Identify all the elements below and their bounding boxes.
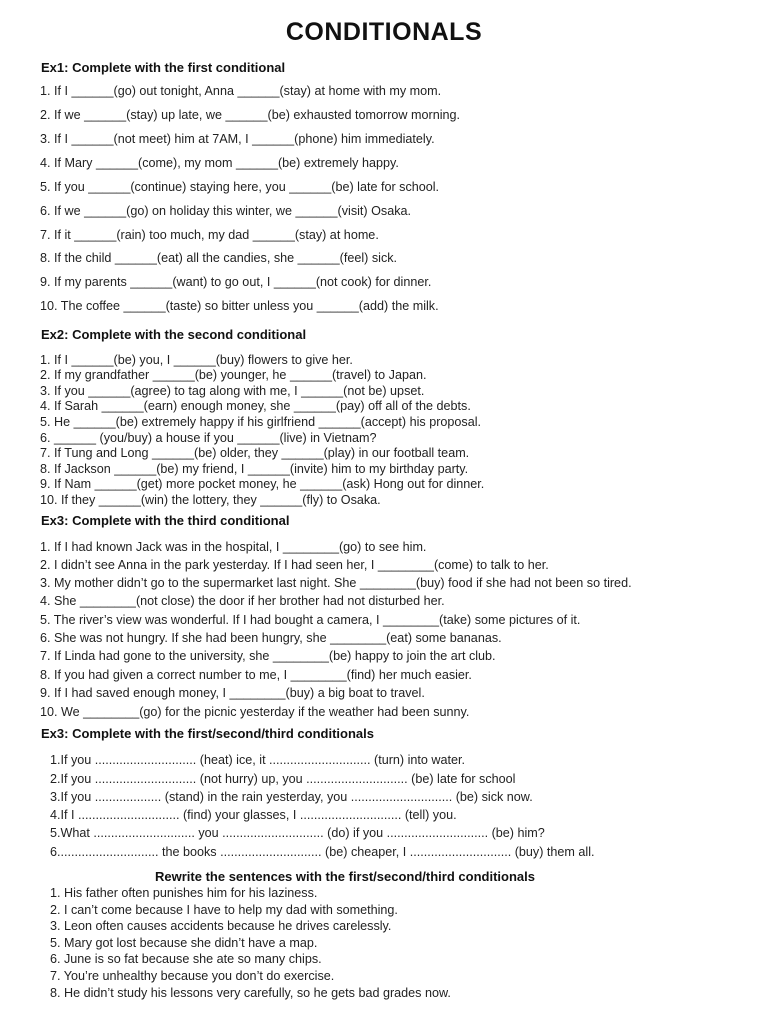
ex2-item: 5. He ______(be) extremely happy if his girlfriend ______(accept) his proposal. <box>40 415 482 429</box>
ex3-item: 5. The river’s view was wonderful. If I had bought a camera, I ________(take) some pictures of it. <box>40 613 581 627</box>
ex3-item: 3. My mother didn’t go to the supermarket last night. She ________(buy) food if she had not been so tired. <box>40 576 632 590</box>
ex4-heading: Ex3: Complete with the first/second/third conditionals <box>41 726 374 741</box>
ex1-item: 2. If we ______(stay) up late, we ______(be) exhausted tomorrow morning. <box>40 108 461 122</box>
ex3-item: 8. If you had given a correct number to me, I ________(find) her much easier. <box>40 668 472 682</box>
ex4-item: 3.If you ................... (stand) in the rain yesterday, you ............................. (be) sick now. <box>50 790 533 804</box>
ex1-item: 5. If you ______(continue) staying here, you ______(be) late for school. <box>40 180 440 194</box>
ex4-item: 5.What ............................. you ............................. (do) if you ............................. (be) him? <box>50 826 545 840</box>
ex4-item: 1.If you ............................. (heat) ice, it ............................. (turn) into water. <box>50 753 466 767</box>
ex5-heading: Rewrite the sentences with the first/second/third conditionals <box>155 869 535 884</box>
ex1-item: 6. If we ______(go) on holiday this winter, we ______(visit) Osaka. <box>40 204 412 218</box>
ex5-item: 2. I can’t come because I have to help my dad with something. <box>50 903 398 917</box>
ex1-item: 3. If I ______(not meet) him at 7AM, I ______(phone) him immediately. <box>40 132 435 146</box>
ex2-item: 4. If Sarah ______(earn) enough money, she ______(pay) off all of the debts. <box>40 399 471 413</box>
ex1-item: 7. If it ______(rain) too much, my dad ______(stay) at home. <box>40 228 379 242</box>
ex3-item: 1. If I had known Jack was in the hospital, I ________(go) to see him. <box>40 540 427 554</box>
ex4-item: 2.If you ............................. (not hurry) up, you ............................. (be) late for school <box>50 772 516 786</box>
ex1-item: 8. If the child ______(eat) all the candies, she ______(feel) sick. <box>40 251 398 265</box>
ex5-item: 8. He didn’t study his lessons very carefully, so he gets bad grades now. <box>50 986 451 1000</box>
ex4-item: 6............................. the books ............................. (be) cheaper, I ............................. (buy) them all. <box>50 845 595 859</box>
ex2-item: 2. If my grandfather ______(be) younger, he ______(travel) to Japan. <box>40 368 427 382</box>
ex1-item: 9. If my parents ______(want) to go out, I ______(not cook) for dinner. <box>40 275 432 289</box>
ex5-item: 3. Leon often causes accidents because he drives carelessly. <box>50 919 392 933</box>
ex1-item: 1. If I ______(go) out tonight, Anna ______(stay) at home with my mom. <box>40 84 442 98</box>
ex2-item: 8. If Jackson ______(be) my friend, I ______(invite) him to my birthday party. <box>40 462 469 476</box>
ex5-item: 5. Mary got lost because she didn’t have a map. <box>50 936 318 950</box>
ex3-item: 2. I didn’t see Anna in the park yesterday. If I had seen her, I ________(come) to talk to her. <box>40 558 549 572</box>
ex3-item: 10. We ________(go) for the picnic yesterday if the weather had been sunny. <box>40 705 470 719</box>
ex3-item: 6. She was not hungry. If she had been hungry, she ________(eat) some bananas. <box>40 631 502 645</box>
ex2-item: 1. If I ______(be) you, I ______(buy) flowers to give her. <box>40 353 353 367</box>
ex5-item: 6. June is so fat because she ate so many chips. <box>50 952 322 966</box>
ex5-item: 7. You’re unhealthy because you don’t do exercise. <box>50 969 335 983</box>
ex1-item: 4. If Mary ______(come), my mom ______(be) extremely happy. <box>40 156 399 170</box>
ex2-item: 3. If you ______(agree) to tag along with me, I ______(not be) upset. <box>40 384 425 398</box>
ex2-item: 6. ______ (you/buy) a house if you ______(live) in Vietnam? <box>40 431 377 445</box>
ex2-item: 9. If Nam ______(get) more pocket money, he ______(ask) Hong out for dinner. <box>40 477 485 491</box>
ex2-item: 10. If they ______(win) the lottery, they ______(fly) to Osaka. <box>40 493 381 507</box>
ex2-item: 7. If Tung and Long ______(be) older, they ______(play) in our football team. <box>40 446 470 460</box>
ex3-item: 9. If I had saved enough money, I ________(buy) a big boat to travel. <box>40 686 425 700</box>
page-title: CONDITIONALS <box>285 18 483 46</box>
ex2-heading: Ex2: Complete with the second conditional <box>41 327 307 342</box>
ex3-item: 7. If Linda had gone to the university, she ________(be) happy to join the art club. <box>40 649 496 663</box>
ex1-item: 10. The coffee ______(taste) so bitter unless you ______(add) the milk. <box>40 299 439 313</box>
ex4-item: 4.If I ............................. (find) your glasses, I ............................. (tell) you. <box>50 808 457 822</box>
ex5-item: 1. His father often punishes him for his laziness. <box>50 886 318 900</box>
ex3-item: 4. She ________(not close) the door if her brother had not disturbed her. <box>40 594 445 608</box>
ex1-heading: Ex1: Complete with the first conditional <box>41 60 286 75</box>
ex3-heading: Ex3: Complete with the third conditional <box>41 513 290 528</box>
